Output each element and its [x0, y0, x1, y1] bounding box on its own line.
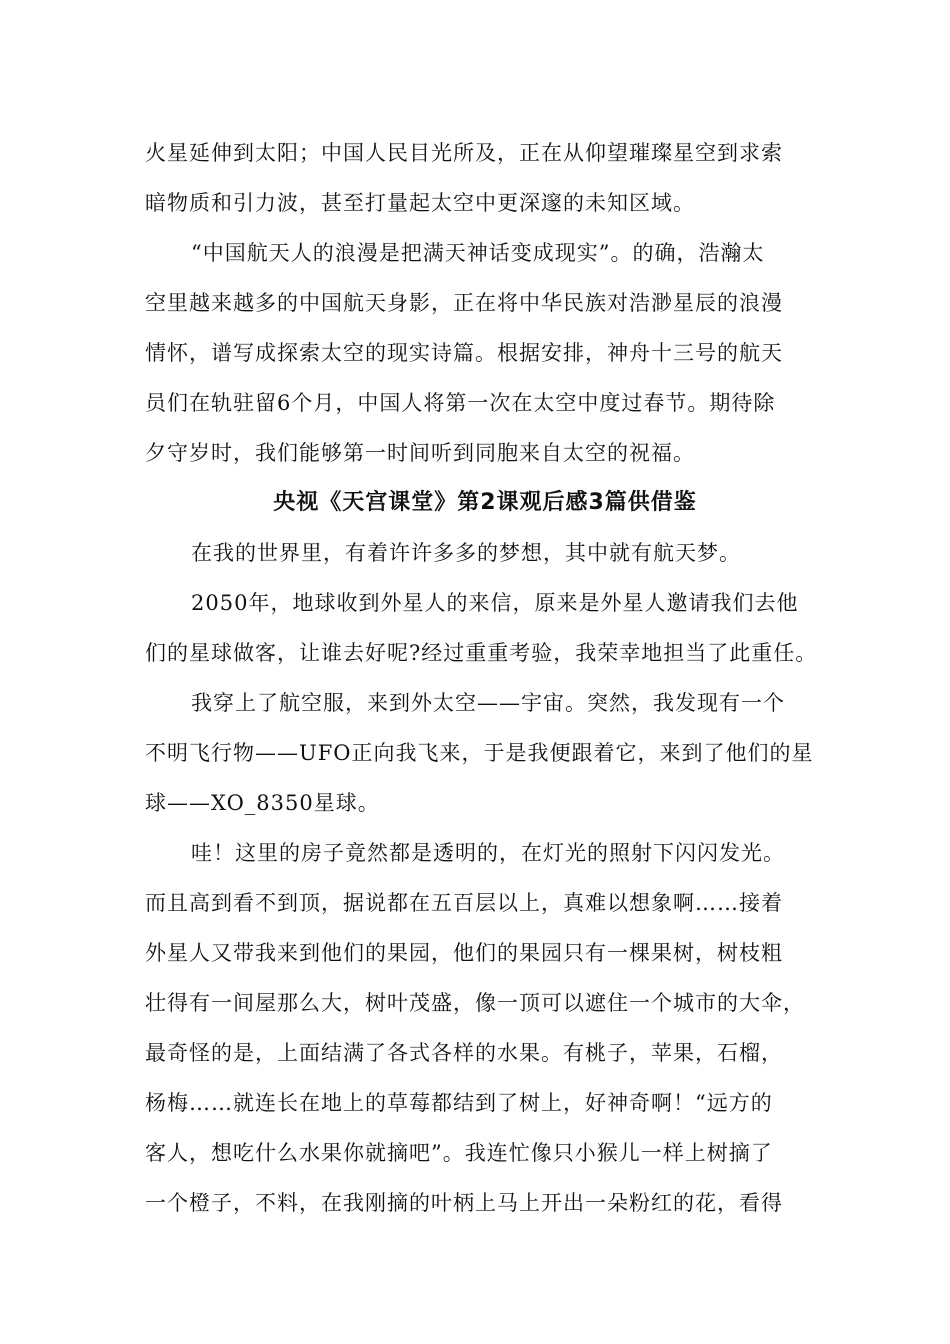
text-line: 不明飞行物——UFO正向我飞来，于是我便跟着它，来到了他们的星	[145, 741, 814, 765]
text-line: 一个橙子，不料，在我刚摘的叶柄上马上开出一朵粉红的花，看得	[145, 1191, 783, 1215]
text-line: 火星延伸到太阳；中国人民目光所及，正在从仰望璀璨星空到求索	[145, 141, 783, 165]
text-line: 夕守岁时，我们能够第一时间听到同胞来自太空的祝福。	[145, 441, 695, 465]
text-line: 壮得有一间屋那么大，树叶茂盛，像一顶可以遮住一个城市的大伞，	[145, 991, 805, 1015]
text-line: 而且高到看不到顶，据说都在五百层以上，真难以想象啊……接着	[145, 891, 783, 915]
text-line: 们的星球做客，让谁去好呢?经过重重考验，我荣幸地担当了此重任。	[145, 641, 818, 665]
text-line: 在我的世界里，有着许许多多的梦想，其中就有航天梦。	[191, 541, 741, 565]
text-line: “中国航天人的浪漫是把满天神话变成现实”。的确，浩瀚太	[191, 241, 765, 265]
text-line: 球——XO_8350星球。	[145, 791, 380, 815]
text-line: 空里越来越多的中国航天身影，正在将中华民族对浩渺星辰的浪漫	[145, 291, 783, 315]
text-line: 杨梅……就连长在地上的草莓都结到了树上，好神奇啊！“远方的	[145, 1091, 773, 1115]
text-line: 员们在轨驻留6个月，中国人将第一次在太空中度过春节。期待除	[145, 391, 776, 415]
paragraph	[145, 678, 825, 828]
text-line: 我穿上了航空服，来到外太空——宇宙。突然，我发现有一个	[191, 691, 785, 715]
text-line: 外星人又带我来到他们的果园，他们的果园只有一棵果树，树枝粗	[145, 941, 783, 965]
paragraph	[145, 828, 825, 1228]
text-line: 客人，想吃什么水果你就摘吧”。我连忙像只小猴儿一样上树摘了	[145, 1141, 773, 1165]
section-title: 央视《天宫课堂》第2课观后感3篇供借鉴	[273, 490, 697, 515]
text-line: 最奇怪的是，上面结满了各式各样的水果。有桃子，苹果，石榴，	[145, 1041, 783, 1065]
paragraph	[145, 528, 825, 578]
document-body	[145, 128, 825, 1228]
text-line: 情怀，谱写成探索太空的现实诗篇。根据安排，神舟十三号的航天	[145, 341, 783, 365]
paragraph	[145, 578, 825, 678]
paragraph-continued	[145, 128, 825, 228]
text-line: 哇！这里的房子竟然都是透明的，在灯光的照射下闪闪发光。	[191, 841, 785, 865]
text-line: 暗物质和引力波，甚至打量起太空中更深邃的未知区域。	[145, 191, 695, 215]
text-line: 2050年，地球收到外星人的来信，原来是外星人邀请我们去他	[191, 591, 799, 615]
paragraph	[145, 228, 825, 478]
